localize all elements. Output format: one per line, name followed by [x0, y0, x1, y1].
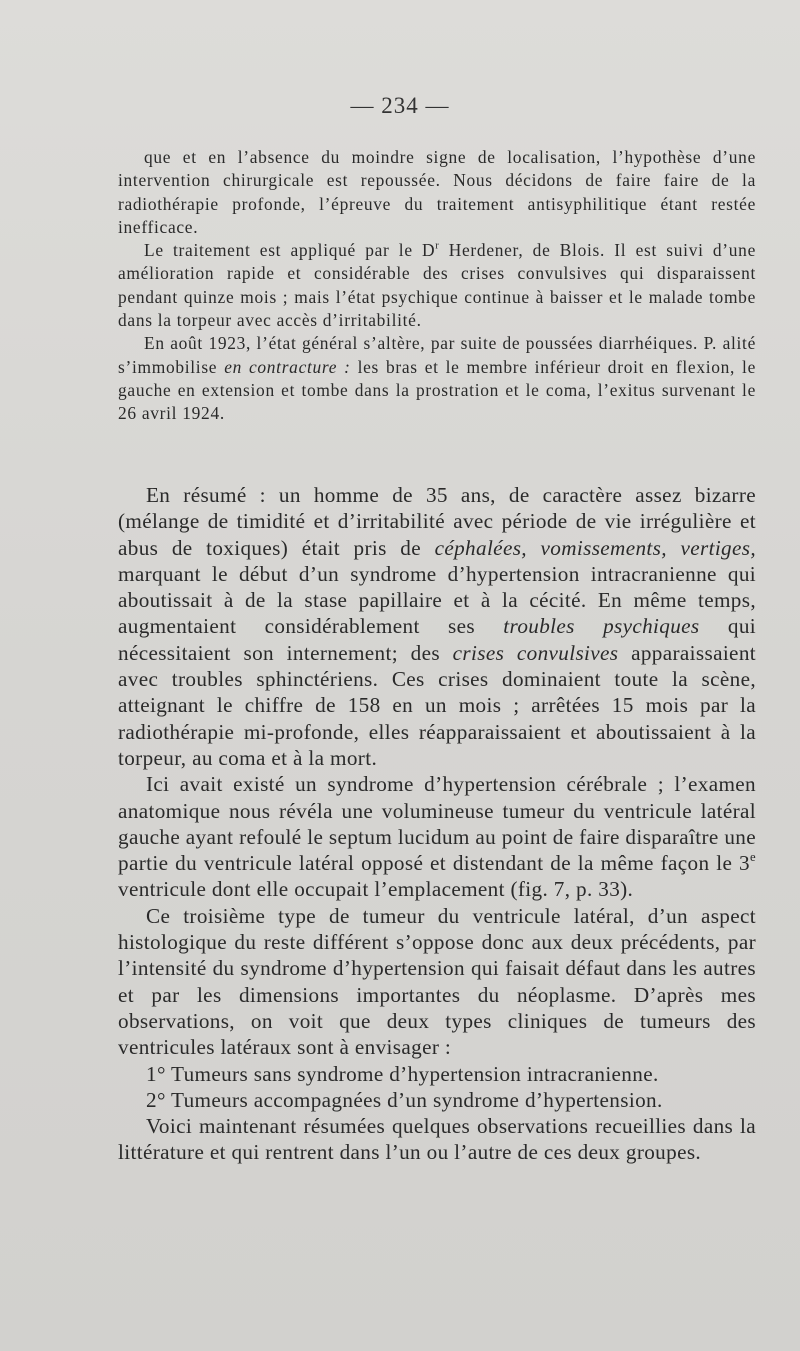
- list-item: 1° Tumeurs sans syndrome d’hypertension intracranienne.: [146, 1061, 659, 1086]
- text-run: Le traitement est appliqué par le D: [144, 240, 436, 261]
- paragraph-troisieme: Ce troisième type de tumeur du ventricule latéral, d’un aspect histologique du reste différent s’oppose donc aux deux précédents, par l’intensité du syndrome d’hypertension qui faisait défaut dans les autres et par les dimensions importantes du néoplasme. D’après mes observations, on voit que deux types cliniques de tumeurs des ventricules latéraux sont à envisager :: [118, 903, 756, 1060]
- text-run: les bras et le membre inférieur droit en flexion, le gauche en extension et tombe dans la prostration et le coma, l’exitus survenant le 26 avril 1924.: [118, 356, 757, 424]
- text-run: apparaissaient avec troubles sphinctériens. Ces crises dominaient toute la scène, atteignant le chiffre de 158 en un mois ; arrêtées 15 mois par la radiothérapie mi-profonde, elles réapparaissaient et aboutissaient à la torpeur, au coma et à la mort.: [118, 640, 756, 770]
- paragraph-resume: [118, 482, 756, 771]
- paragraph-traitement: [118, 239, 756, 332]
- observation-text: [118, 146, 756, 426]
- text-run: Ici avait existé un syndrome d’hypertension cérébrale ; l’examen anatomique nous révéla une volumineuse tumeur du ventricule latéral gauche ayant refoulé le septum lucidum au point de faire disparaître une partie du ventricule latéral opposé et distendant de la même façon le 3: [118, 772, 756, 876]
- text-run: En résumé : un homme de 35 ans, de caractère assez bizarre (mélange de timidité et d’irritabilité avec période de vie irrégulière et abus de toxiques) était pris de: [118, 483, 756, 560]
- list-item: 2° Tumeurs accompagnées d’un syndrome d’hypertension.: [146, 1087, 663, 1112]
- page-number: — 234 —: [350, 93, 450, 118]
- superscript: r: [435, 240, 440, 252]
- text-run: Herdener, de Blois. Il est suivi d’une amélioration rapide et considérable des crises convulsives qui disparaissent pendant quinze mois ; mais l’état psychique continue à baisser et le malade tombe dans la torpeur avec accès d’irritabilité.: [118, 240, 756, 331]
- italic-term: troubles psychiques: [503, 614, 700, 639]
- italic-term: céphalées, vomissements, vertiges,: [434, 535, 756, 560]
- italic-term: crises convulsives: [452, 640, 619, 665]
- summary-text: [118, 482, 756, 1166]
- text-run: qui nécessitaient son internement; des: [118, 614, 756, 665]
- paragraph-ici: [118, 771, 756, 902]
- paragraph-intro: que et en l’absence du moindre signe de localisation, l’hypothèse d’une intervention chirurgicale est repoussée. Nous décidons de faire faire de la radiothérapie profonde, l’épreuve du traitement antisyphilitique étant restée inefficace.: [118, 147, 756, 237]
- text-run: En août 1923, l’état général s’altère, par suite de poussées diarrhéiques. P. alité s’immobilise: [118, 333, 756, 377]
- text-run: ventricule dont elle occupait l’emplacement (fig. 7, p. 33).: [118, 877, 634, 902]
- text-run: marquant le début d’un syndrome d’hypertension intracranienne qui aboutissait à de la stase papillaire et à la cécité. En même temps, augmentaient considérablement ses: [118, 561, 756, 639]
- paragraph-voici: Voici maintenant résumées quelques observations recueillies dans la littérature et qui rentrent dans l’un ou l’autre de ces deux groupes.: [118, 1114, 756, 1165]
- superscript: e: [750, 850, 756, 865]
- italic-term: en contracture :: [224, 356, 351, 377]
- paragraph-aout: [118, 332, 756, 425]
